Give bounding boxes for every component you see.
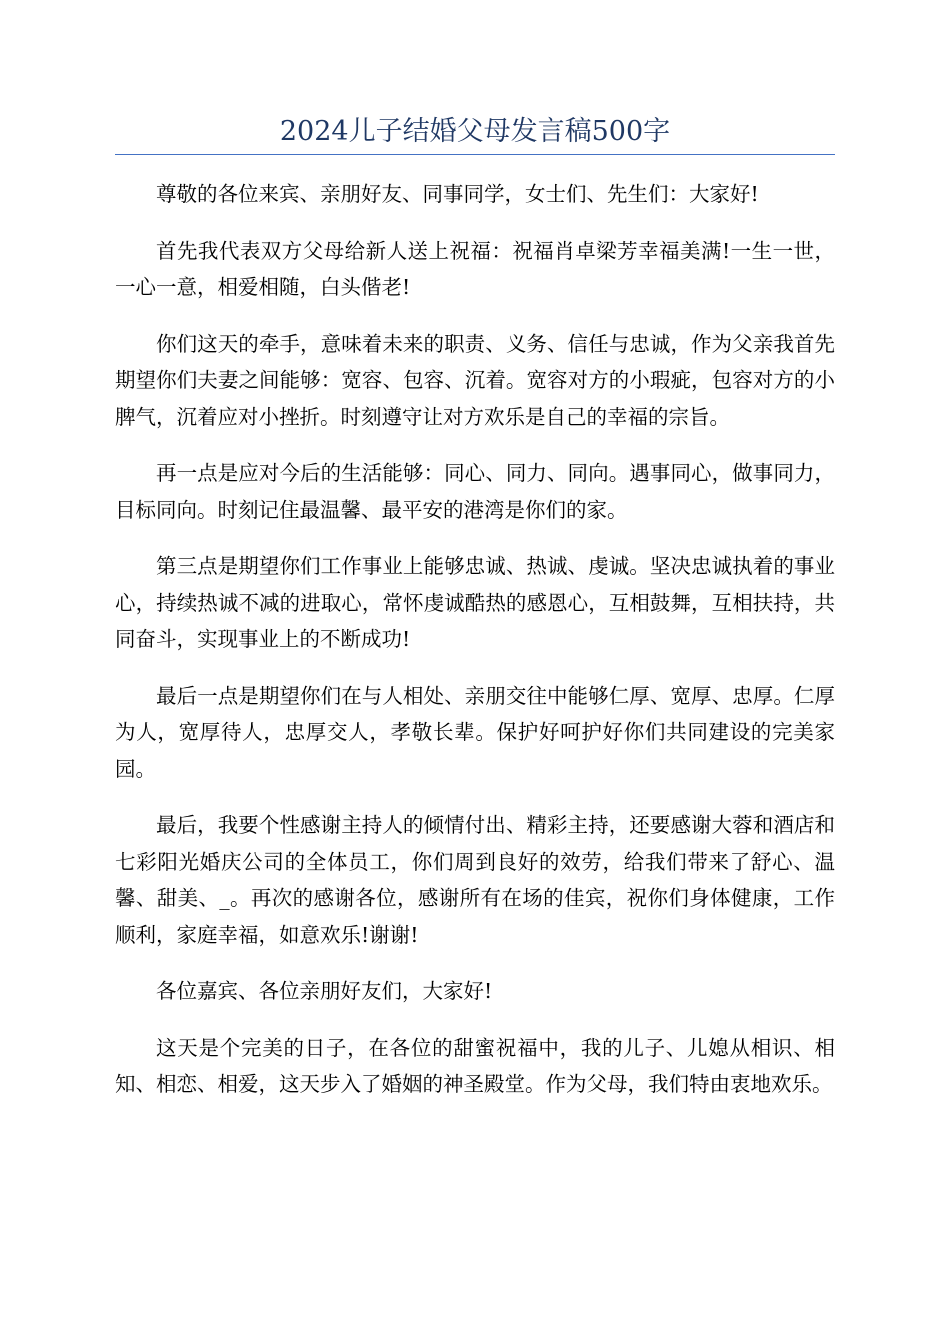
paragraph: 尊敬的各位来宾、亲朋好友、同事同学，女士们、先生们：大家好! [156, 182, 759, 206]
paragraph: 首先我代表双方父母给新人送上祝福：祝福肖卓梁芳幸福美满!一生一世，一心一意，相爱相随，白头偕老! [115, 238, 835, 299]
paragraph: 最后，我要个性感谢主持人的倾情付出、精彩主持，还要感谢大蓉和酒店和七彩阳光婚庆公司的全体员工，你们周到良好的效劳，给我们带来了舒心、温馨、甜美、_。再次的感谢各位，感谢所有在场的佳宾，祝你们身体健康，工作顺利，家庭幸福，如意欢乐!谢谢! [115, 813, 835, 947]
paragraph: 第三点是期望你们工作事业上能够忠诚、热诚、虔诚。坚决忠诚执着的事业心，持续热诚不减的进取心，常怀虔诚酷热的感恩心，互相鼓舞，互相扶持，共同奋斗，实现事业上的不断成功! [115, 554, 835, 651]
paragraph: 这天是个完美的日子，在各位的甜蜜祝福中，我的儿子、儿媳从相识、相知、相恋、相爱，这天步入了婚姻的神圣殿堂。作为父母，我们特由衷地欢乐。 [115, 1035, 835, 1096]
title-underline [115, 154, 835, 155]
paragraph: 各位嘉宾、各位亲朋好友们，大家好! [156, 979, 493, 1003]
paragraph: 你们这天的牵手，意味着未来的职责、义务、信任与忠诚，作为父亲我首先期望你们夫妻之间能够：宽容、包容、沉着。宽容对方的小瑕疵，包容对方的小脾气，沉着应对小挫折。时刻遵守让对方欢乐是自己的幸福的宗旨。 [115, 331, 835, 429]
document-title: 2024儿子结婚父母发言稿500字 [279, 116, 671, 147]
document-body [115, 176, 835, 1123]
paragraph: 再一点是应对今后的生活能够：同心、同力、同向。遇事同心，做事同力，目标同向。时刻记住最温馨、最平安的港湾是你们的家。 [115, 461, 835, 522]
paragraph: 最后一点是期望你们在与人相处、亲朋交往中能够仁厚、宽厚、忠厚。仁厚为人，宽厚待人，忠厚交人，孝敬长辈。保护好呵护好你们共同建设的完美家园。 [115, 683, 835, 781]
